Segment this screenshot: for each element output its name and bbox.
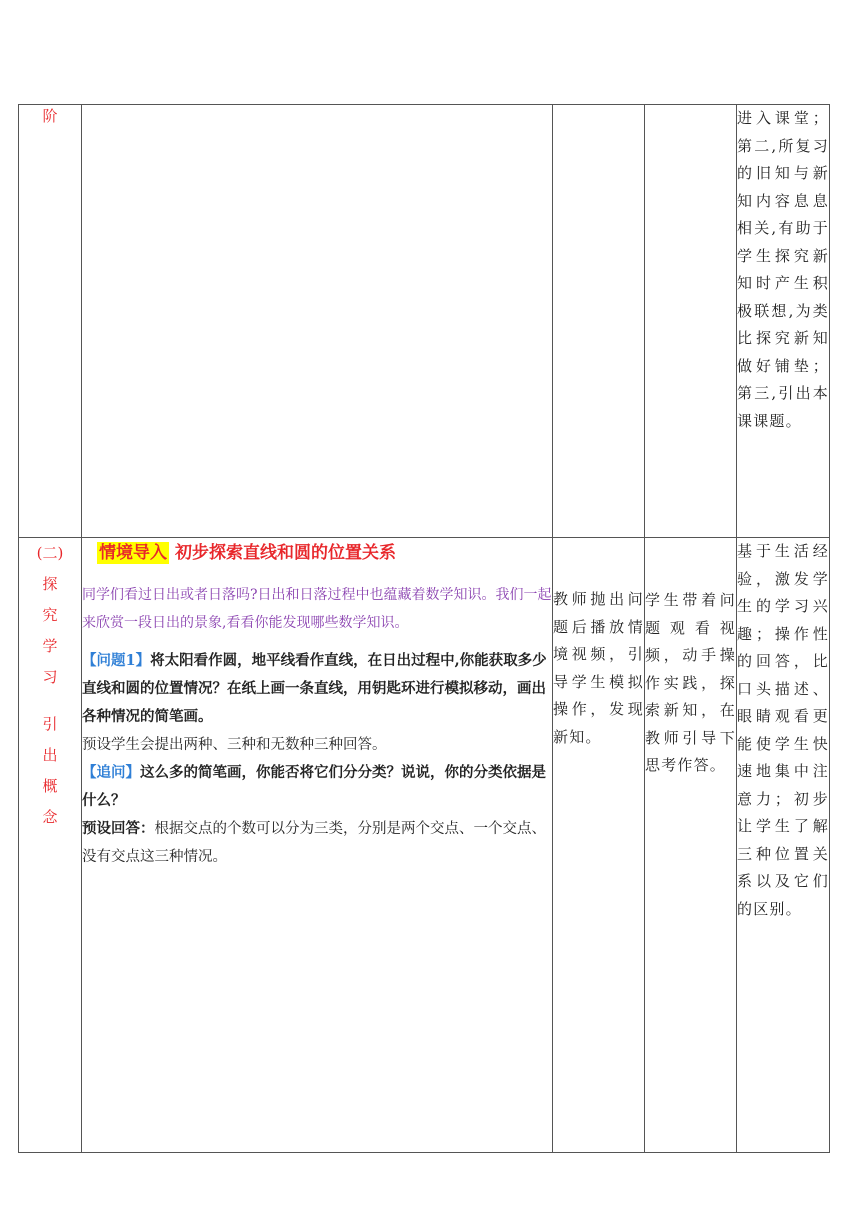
- student-activity-cell: [645, 105, 737, 538]
- heading-highlight: 情境导入: [99, 543, 167, 563]
- expected-answer: 预设学生会提出两种、三种和无数种三种回答。: [82, 737, 387, 753]
- preset-answer: [82, 815, 552, 871]
- stage-char: 引: [42, 715, 58, 733]
- teacher-activity-text: 教师抛出问题后播放情境视频，引导学生模拟操作，发现新知。: [553, 590, 644, 746]
- table-row: [19, 105, 830, 538]
- intro-text: 同学们看过日出或者日落吗?日出和日落过程中也蕴藏着数学知识。我们一起来欣赏一段日出的景象,看看你能发现哪些数学知识。: [82, 587, 552, 631]
- teacher-activity-cell: [553, 538, 645, 1153]
- design-intent-cell: [737, 538, 830, 1153]
- question-text: 这么多的简笔画，你能否将它们分分类？说说，你的分类依据是什么？: [82, 764, 546, 809]
- content-cell: [82, 105, 553, 538]
- question-tag: 【问题1】: [82, 652, 151, 669]
- stage-char: 出: [42, 746, 58, 764]
- stage-char: 概: [42, 777, 58, 795]
- stage-char: 学: [42, 637, 58, 655]
- lesson-plan-table: [18, 104, 830, 1153]
- heading-title: 初步探索直线和圆的位置关系: [175, 543, 396, 563]
- stage-number: (二): [36, 544, 64, 562]
- stage-char: 习: [42, 668, 58, 686]
- design-intent-text: 基于生活经验，激发学生的学习兴趣；操作性的回答，比口头描述、眼睛观看更能使学生快速地集中注意力；初步让学生了解三种位置关系以及它们的区别。: [737, 542, 829, 918]
- content-cell: [82, 538, 553, 1153]
- follow-up-question: [82, 759, 552, 815]
- design-intent-text: 进入课堂；第二,所复习的旧知与新知内容息息相关,有助于学生探究新知时产生积极联想,为类比探究新知做好铺垫；第三,引出本课课题。: [737, 109, 829, 430]
- stage-char: 究: [42, 606, 58, 624]
- student-activity-cell: [645, 538, 737, 1153]
- stage-cell: [19, 538, 82, 1153]
- table-row: [19, 538, 830, 1153]
- teacher-activity-cell: [553, 105, 645, 538]
- stage-cell: [19, 105, 82, 538]
- question-text: 将太阳看作圆，地平线看作直线，在日出过程中,你能获取多少直线和圆的位置情况？在纸上画一条直线，用钥匙环进行模拟移动，画出各种情况的简笔画。: [82, 652, 547, 725]
- stage-char: 探: [42, 575, 58, 593]
- student-activity-text: 学生带着问题观看视频，动手操作实践，探索新知，在教师引导下思考作答。: [645, 591, 736, 774]
- answer-text: 根据交点的个数可以分为三类，分别是两个交点、一个交点、没有交点这三种情况。: [82, 821, 546, 865]
- question-1: [82, 647, 552, 731]
- stage-label: 阶: [42, 107, 58, 125]
- section-heading: [82, 538, 552, 563]
- question-tag: 【追问】: [82, 764, 140, 781]
- design-intent-cell: [737, 105, 830, 538]
- stage-char: 念: [42, 808, 58, 826]
- answer-label: 预设回答：: [82, 820, 155, 837]
